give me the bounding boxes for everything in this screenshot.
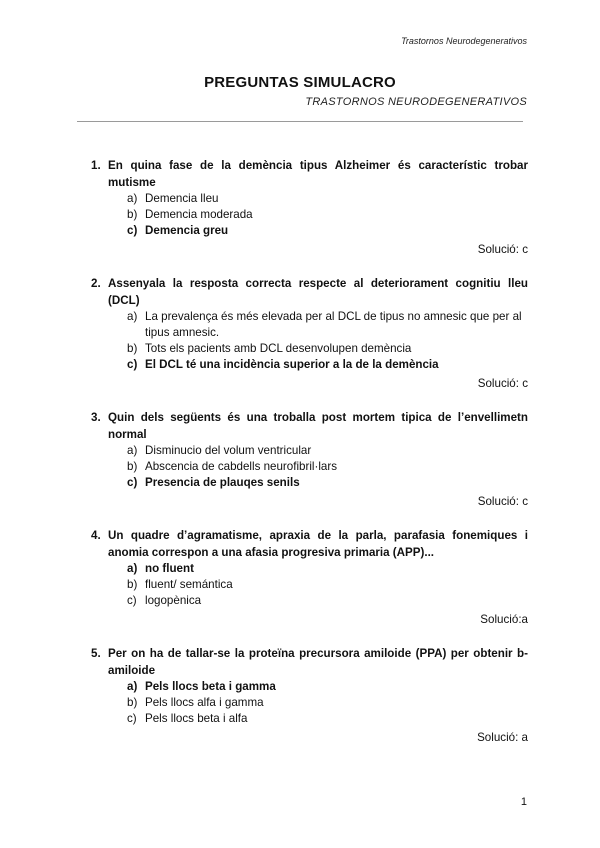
option-letter: c) xyxy=(127,476,138,489)
answer-options xyxy=(91,191,528,239)
question-item xyxy=(91,157,528,258)
answer-options xyxy=(91,561,528,609)
question-text: En quina fase de la demència tipus Alzheimer és característic trobar mutisme xyxy=(108,159,528,189)
header-divider xyxy=(77,121,523,122)
answer-option xyxy=(127,207,528,223)
option-text: Demencia lleu xyxy=(145,192,219,205)
answer-option xyxy=(127,459,528,475)
option-text: Demencia moderada xyxy=(145,208,253,221)
option-letter: a) xyxy=(127,680,138,693)
option-letter: a) xyxy=(127,562,138,575)
option-letter: c) xyxy=(127,712,137,725)
answer-option xyxy=(127,443,528,459)
option-letter: b) xyxy=(127,460,138,473)
option-text: Disminucio del volum ventricular xyxy=(145,444,312,457)
question-number: 3. xyxy=(91,411,101,424)
option-letter: c) xyxy=(127,594,137,607)
option-letter: a) xyxy=(127,444,138,457)
option-text: fluent/ semántica xyxy=(145,578,233,591)
question-item xyxy=(91,527,528,628)
question-header xyxy=(91,157,528,191)
question-item xyxy=(91,275,528,392)
option-text: Pels llocs beta i alfa xyxy=(145,712,248,725)
question-header xyxy=(91,645,528,679)
question-text: Un quadre d’agramatisme, apraxia de la parla, parafasia fonemiques i anomia correspon a una afasia progresiva primaria (APP)... xyxy=(108,529,528,559)
option-text: Presencia de plauqes senils xyxy=(145,476,300,489)
question-number: 2. xyxy=(91,277,101,290)
page-title: PREGUNTAS SIMULACRO xyxy=(204,74,396,91)
answer-options xyxy=(91,309,528,373)
option-letter: b) xyxy=(127,696,138,709)
answer-option-correct xyxy=(127,561,528,577)
option-letter: b) xyxy=(127,578,138,591)
option-letter: c) xyxy=(127,358,138,371)
option-text: La prevalença és més elevada per al DCL de tipus no amnesic que per al tipus amnesic. xyxy=(145,310,522,339)
answer-option xyxy=(127,593,528,609)
answer-option-correct xyxy=(127,679,528,695)
option-text: Pels llocs alfa i gamma xyxy=(145,696,264,709)
question-header xyxy=(91,409,528,443)
option-letter: b) xyxy=(127,208,138,221)
question-number: 5. xyxy=(91,647,101,660)
running-header: Trastornos Neurodegenerativos xyxy=(401,36,527,46)
page-subtitle: TRASTORNOS NEURODEGENERATIVOS xyxy=(305,96,527,108)
option-text: Tots els pacients amb DCL desenvolupen demència xyxy=(145,342,412,355)
answer-option xyxy=(127,309,528,341)
option-text: El DCL té una incidència superior a la de la demència xyxy=(145,358,439,371)
solution-label: Solució: a xyxy=(477,731,528,744)
answer-option xyxy=(127,711,528,727)
question-text: Assenyala la resposta correcta respecte al deteriorament cognitiu lleu (DCL) xyxy=(108,277,528,307)
question-list xyxy=(91,157,528,763)
option-text: Pels llocs beta i gamma xyxy=(145,680,276,693)
solution-label: Solució:a xyxy=(480,613,528,626)
answer-options xyxy=(91,443,528,491)
solution-label: Solució: c xyxy=(477,243,528,256)
question-header xyxy=(91,275,528,309)
answer-option-correct xyxy=(127,223,528,239)
question-number: 1. xyxy=(91,159,101,172)
question-text: Quin dels següents és una troballa post mortem tipica de l’envellimetn normal xyxy=(108,411,528,441)
solution-label: Solució: c xyxy=(477,377,528,390)
answer-options xyxy=(91,679,528,727)
question-header xyxy=(91,527,528,561)
option-letter: c) xyxy=(127,224,138,237)
answer-option xyxy=(127,191,528,207)
question-item xyxy=(91,409,528,510)
question-number: 4. xyxy=(91,529,101,542)
answer-option xyxy=(127,341,528,357)
option-text: Abscencia de cabdells neurofibril·lars xyxy=(145,460,338,473)
option-letter: a) xyxy=(127,310,138,323)
answer-option xyxy=(127,695,528,711)
page-number: 1 xyxy=(520,796,527,808)
answer-option-correct xyxy=(127,357,528,373)
answer-option xyxy=(127,577,528,593)
option-letter: b) xyxy=(127,342,138,355)
option-text: logopènica xyxy=(145,594,202,607)
option-text: Demencia greu xyxy=(145,224,229,237)
answer-option-correct xyxy=(127,475,528,491)
question-text: Per on ha de tallar-se la proteïna precursora amiloide (PPA) per obtenir b-amiloide xyxy=(108,647,528,677)
option-letter: a) xyxy=(127,192,138,205)
solution-label: Solució: c xyxy=(477,495,528,508)
question-item xyxy=(91,645,528,746)
option-text: no fluent xyxy=(145,562,194,575)
